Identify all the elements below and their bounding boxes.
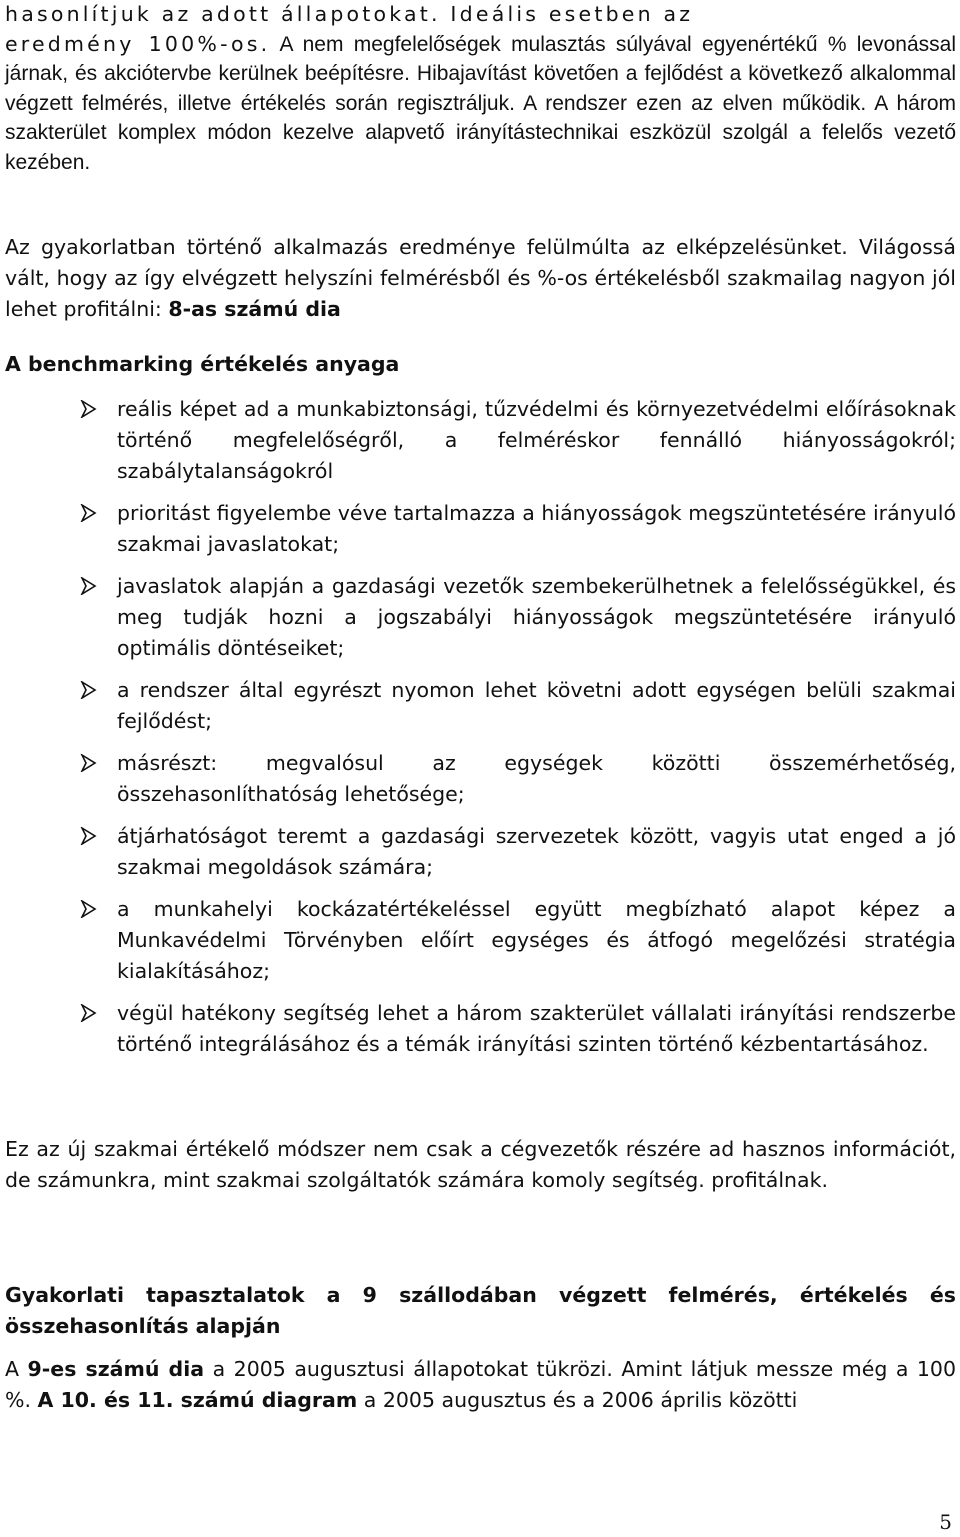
arrow-bullet-icon [79, 681, 97, 699]
new-method-paragraph: Ez az új szakmai értékelő módszer nem csak a cégvezetők részére ad hasznos információt, de számunkra, mint szakmai szolgáltatók számára komoly segítség. profitálnak. [5, 1137, 956, 1192]
intro-continuation: A nem megfelelőségek mulasztás súlyával egyenértékű % levonással járnak, és akciótervbe kerülnek beépítésre. Hibajavítást követően a fejlődést a következő alkalommal végzett felmérés, illetve értékelés során regisztráljuk. A rendszer ezen az elven működik. A három szakterület komplex módon kezelve alapvető irányítástechnikai eszközül szolgál a felelős vezető kezében. [5, 32, 956, 174]
arrow-bullet-icon [79, 400, 97, 418]
list-item: a rendszer által egyrészt nyomon lehet követni adott egységen belüli szakmai fejlődést; [5, 675, 956, 737]
intro-line-2: eredmény 100%-os. [5, 31, 271, 56]
experience-heading: Gyakorlati tapasztalatok a 9 szállodában végzett felmérés, értékelés és összehasonlítás alapján [5, 1283, 956, 1338]
list-item: végül hatékony segítség lehet a három szakterület vállalati irányítási rendszerbe történő integrálásához és a témák irányítási szinten történő kézbentartásához. [5, 998, 956, 1060]
page-number: 5 [939, 1510, 952, 1534]
intro-line-1: hasonlítjuk az adott állapotokat. Ideális esetben az [5, 2, 694, 26]
practice-text: Az gyakorlatban történő alkalmazás eredménye felülmúlta az elképzelésünket. Világossá vált, hogy az így elvégzett helyszíni felmérésből és %-os értékelésből szakmailag nagyon jól lehet profitálni: [5, 235, 956, 321]
practice-paragraph [5, 232, 956, 325]
arrow-bullet-icon [79, 754, 97, 772]
slides-paragraph: A 9-es számú dia a 2005 augusztusi állapotokat tükrözi. Amint látjuk messze még a 100 %. A 10. és 11. számú diagram a 2005 augusztus és a 2006 április közötti [5, 1357, 957, 1412]
slide-8-reference: 8-as számú dia [168, 297, 341, 321]
arrow-bullet-icon [79, 827, 97, 845]
slide-9-reference: 9-es számú dia [27, 1357, 205, 1381]
document-page [5, 0, 957, 1412]
diagram-10-11-reference: A 10. és 11. számú diagram [37, 1388, 358, 1412]
list-item: javaslatok alapján a gazdasági vezetők szembekerülhetnek a felelősségükkel, és meg tudják hozni a jogszabályi hiányosságok megszüntetésére irányuló optimális döntéseiket; [5, 571, 956, 664]
list-item: prioritást figyelembe véve tartalmazza a hiányosságok megszüntetésére irányuló szakmai javaslatokat; [5, 498, 956, 560]
list-item: a munkahelyi kockázatértékeléssel együtt megbízható alapot képez a Munkavédelmi Törvényben előírt egységes és átfogó megelőzési stratégia kialakításához; [5, 894, 956, 987]
arrow-bullet-icon [79, 1004, 97, 1022]
list-item: másrészt: megvalósul az egységek közötti összemérhetőség, összehasonlíthatóság lehetősége; [5, 748, 956, 810]
arrow-bullet-icon [79, 900, 97, 918]
list-item: átjárhatóságot teremt a gazdasági szervezetek között, vagyis utat enged a jó szakmai megoldások számára; [5, 821, 956, 883]
intro-paragraph [5, 0, 956, 177]
list-item: reális képet ad a munkabiztonsági, tűzvédelmi és környezetvédelmi előírásoknak történő megfelelőségről, a felméréskor fennálló hiányosságokról; szabálytalanságokról [5, 394, 956, 487]
benchmarking-list [5, 394, 956, 1071]
benchmarking-heading: A benchmarking értékelés anyaga [5, 352, 400, 376]
arrow-bullet-icon [79, 577, 97, 595]
arrow-bullet-icon [79, 504, 97, 522]
